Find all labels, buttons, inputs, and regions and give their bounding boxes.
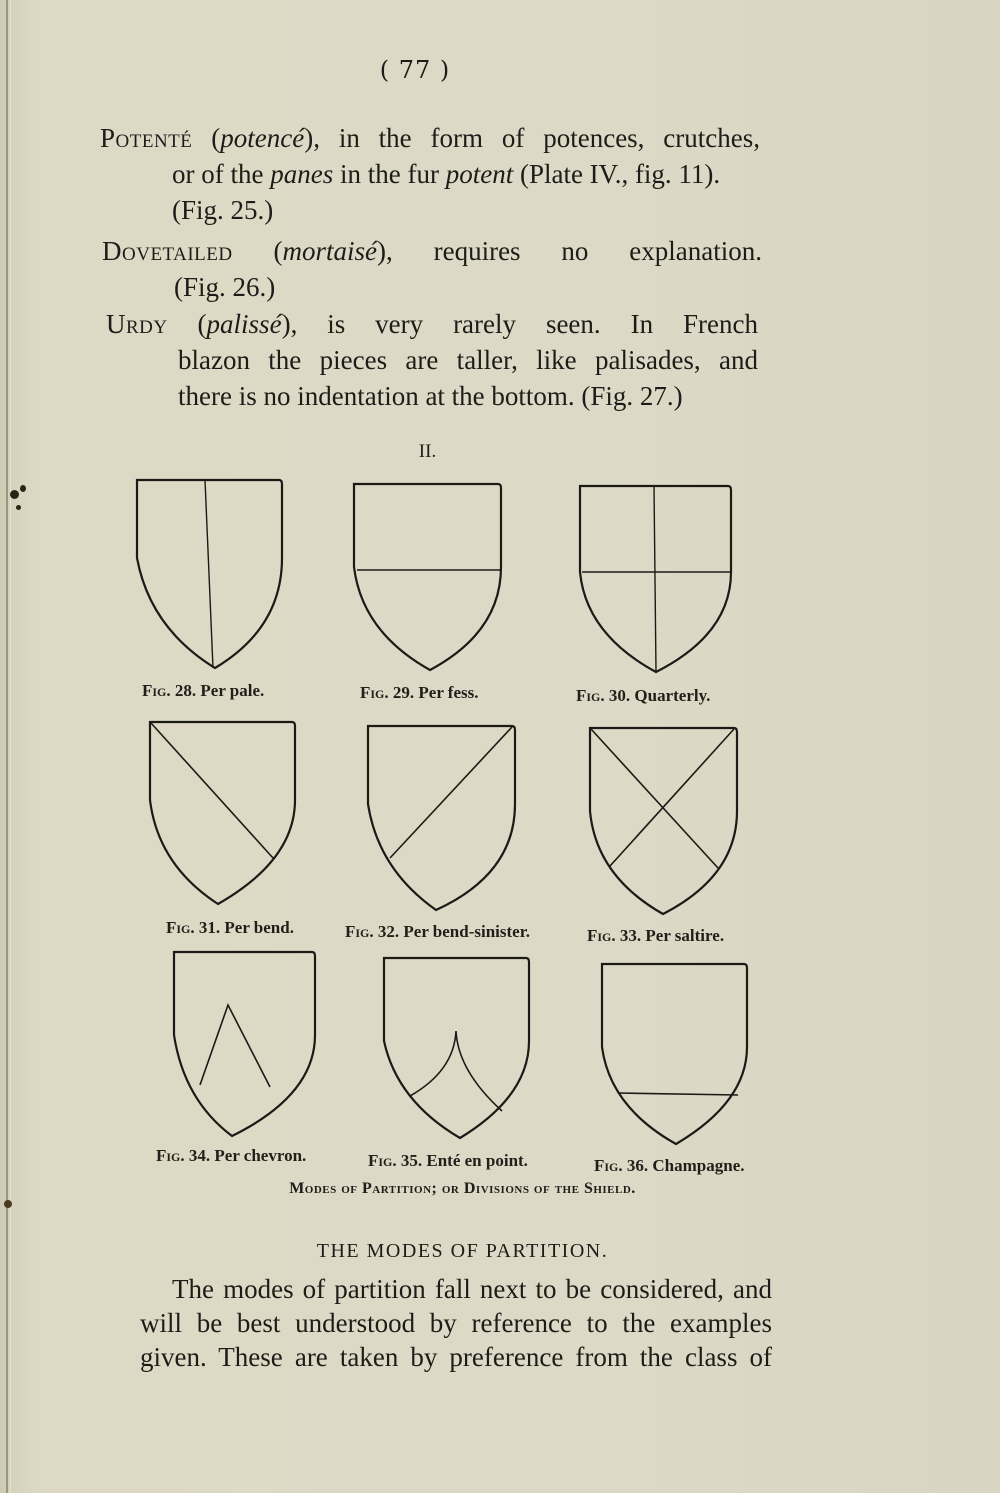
- entry-french: mortaisé: [282, 236, 377, 266]
- shield-per-saltire-icon: [588, 726, 740, 918]
- shield-per-bend-sinister-icon: [366, 724, 518, 914]
- entry-french: palissé: [206, 309, 282, 339]
- entry-line: Urdy (palissé), is very rarely seen. In French: [106, 309, 758, 339]
- figure-caption: Fig. 33. Per saltire.: [587, 926, 725, 945]
- shield-ente-en-point-icon: [382, 956, 532, 1142]
- entry-line: there is no indentation at the bottom. (Fig. 27.): [178, 381, 683, 411]
- entry-line: Dovetailed (mortaisé), requires no explanation.: [102, 236, 762, 266]
- figure-caption: Fig. 34. Per chevron.: [156, 1146, 307, 1165]
- shield-per-pale-icon: [135, 478, 285, 673]
- entry-line: (Fig. 26.): [174, 272, 276, 302]
- figure-caption: Fig. 32. Per bend-sinister.: [345, 922, 530, 941]
- shield-per-fess-icon: [352, 482, 504, 674]
- shield-per-chevron-icon: [172, 950, 320, 1140]
- shield-per-bend-icon: [148, 720, 298, 908]
- body-line: The modes of partition fall next to be considered, and: [172, 1274, 772, 1304]
- shield-quarterly-icon: [578, 484, 734, 676]
- body-line: given. These are taken by preference from the class of: [140, 1342, 772, 1372]
- figure-caption: Fig. 28. Per pale.: [142, 681, 265, 700]
- entry-line: Potenté (potencé), in the form of potences, crutches,: [100, 123, 760, 153]
- figure-caption: Fig. 36. Champagne.: [594, 1156, 745, 1175]
- entry-line: (Fig. 25.): [172, 195, 274, 225]
- page-number: ( 77 ): [379, 56, 451, 84]
- entry-french: potencé: [220, 123, 305, 153]
- plate-title: Modes of Partition; or Divisions of the Shield.: [289, 1180, 636, 1197]
- entry-line: blazon the pieces are taller, like palisades, and: [178, 345, 758, 375]
- entry-term: Dovetailed: [102, 236, 233, 266]
- body-line: will be best understood by reference to the examples: [140, 1308, 772, 1338]
- entry-line: or of the panes in the fur potent (Plate IV., fig. 11).: [172, 159, 721, 189]
- figure-caption: Fig. 31. Per bend.: [166, 918, 294, 937]
- figure-caption: Fig. 35. Enté en point.: [368, 1151, 528, 1170]
- figure-caption: Fig. 29. Per fess.: [360, 683, 479, 702]
- section-heading: THE MODES OF PARTITION.: [316, 1240, 609, 1262]
- body-paragraph: [140, 1272, 772, 1374]
- shield-champagne-icon: [600, 962, 750, 1148]
- plate-section-number: II.: [418, 441, 437, 462]
- figure-caption: Fig. 30. Quarterly.: [576, 686, 711, 705]
- entry-term: Potenté: [100, 123, 193, 153]
- entry-term: Urdy: [106, 309, 168, 339]
